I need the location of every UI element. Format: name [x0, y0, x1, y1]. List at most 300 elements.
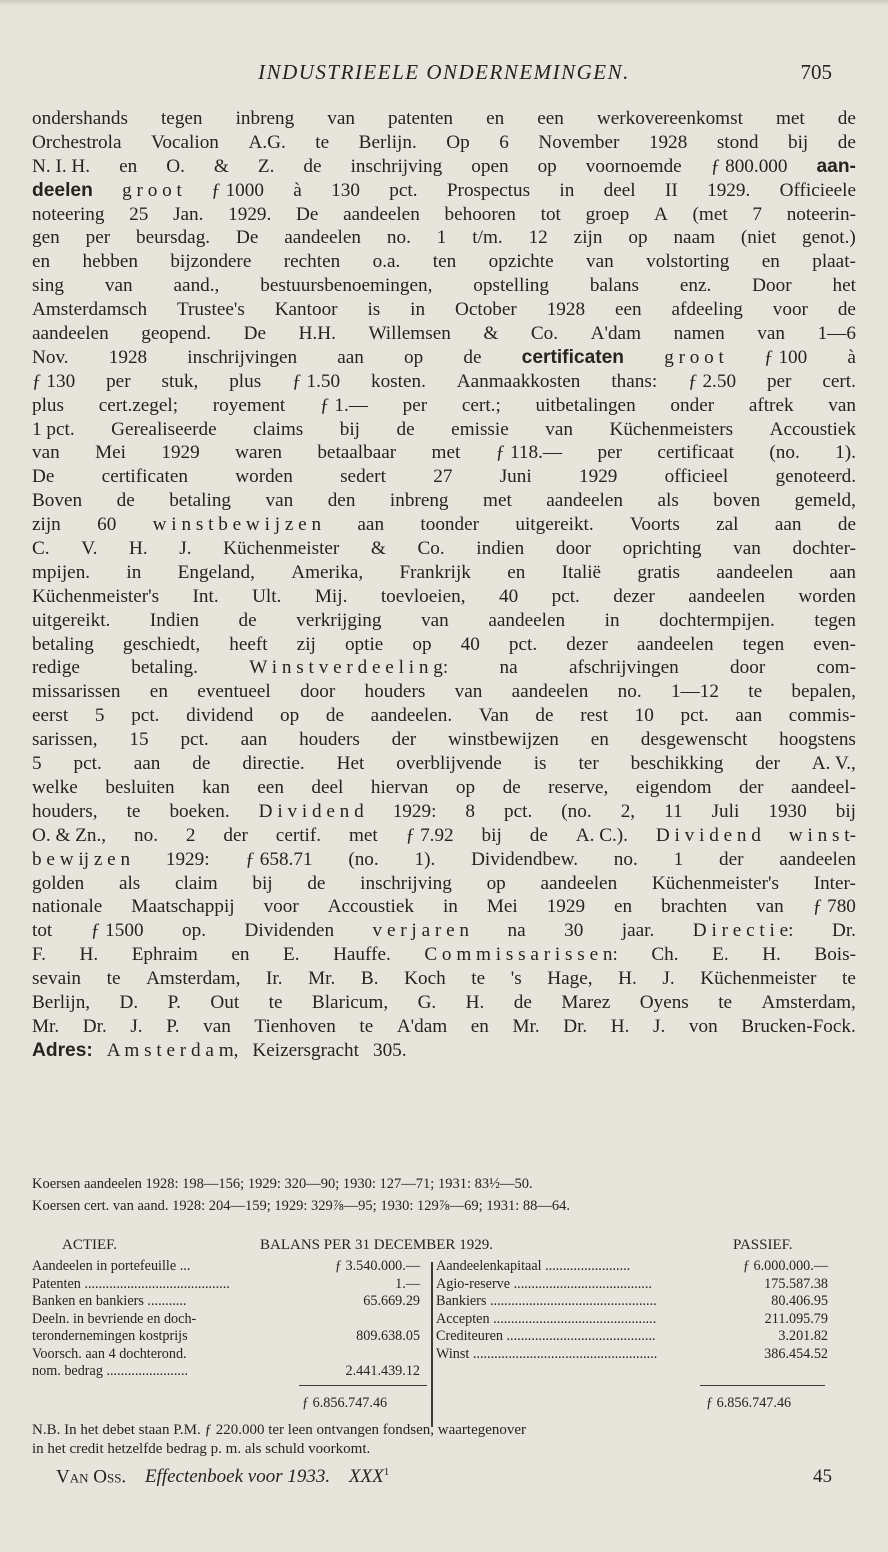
text-word: Accoustiek [769, 418, 856, 440]
text-word: J. [179, 538, 192, 560]
text-word: hiervan [370, 776, 429, 798]
passief-label: PASSIEF. [733, 1237, 793, 1253]
text-word: inbreng [235, 108, 295, 129]
text-word: & [483, 323, 499, 345]
text-word: hebben [82, 251, 138, 273]
text-word: van [545, 418, 573, 440]
text-word: b e w ij z e n [32, 848, 131, 870]
text-word: Adres: [32, 1039, 93, 1061]
actief-item-label: Deeln. in bevriende en doch- [32, 1310, 197, 1327]
text-word: Ch. [651, 944, 679, 966]
text-word: ter [578, 753, 599, 775]
text-line [32, 895, 856, 919]
text-word: Aanmaakkosten [456, 370, 581, 392]
text-word: te [106, 968, 121, 990]
text-word: à [847, 346, 856, 368]
text-word: aand., [173, 275, 220, 297]
text-line [32, 633, 856, 657]
text-word: Mei [95, 442, 126, 464]
text-word: 6 [499, 131, 509, 153]
text-word: ten [432, 251, 457, 273]
text-word: Van [478, 705, 509, 727]
text-word: per [597, 442, 622, 464]
text-word: de [837, 108, 856, 129]
text-line [32, 609, 856, 633]
text-word: Bois- [814, 944, 856, 966]
text-word: ƒ 1.— [319, 394, 368, 416]
text-word: C o m m i s s a r i s s e n: [424, 944, 618, 966]
text-word: N. I. H. [32, 155, 91, 177]
text-word: voor [772, 299, 808, 321]
text-word: beursdag. [136, 227, 211, 249]
text-word: heeft [229, 633, 268, 655]
text-word: van [733, 538, 761, 560]
text-word: 30 [564, 920, 584, 942]
text-word: met [483, 490, 512, 512]
text-word: bijzondere [170, 251, 252, 273]
text-word: een [257, 776, 284, 798]
text-word: ƒ 658.71 [245, 848, 313, 870]
text-word: in [442, 896, 458, 918]
text-word: enz. [679, 275, 712, 297]
text-word: deelen [32, 179, 93, 201]
text-word: pct. [504, 800, 533, 822]
text-word: per [766, 370, 792, 392]
text-word: dezer [566, 633, 608, 655]
text-word: tegen [160, 108, 203, 129]
text-line [32, 203, 856, 227]
text-word: Frankrijk [399, 561, 471, 583]
text-word: aandeelen [716, 561, 794, 583]
text-word: 8 [465, 800, 476, 822]
text-word: 7 [752, 203, 762, 225]
balance-row [32, 1293, 828, 1311]
passief-item-label: Crediteuren .......................................... [436, 1328, 656, 1344]
text-word: P. [166, 1015, 180, 1037]
text-word: pct. [73, 753, 102, 775]
text-word: voor [263, 896, 299, 918]
text-word: desgewenscht [640, 729, 748, 751]
passief-item-value: 80.406.95 [771, 1293, 828, 1309]
text-word: is [533, 753, 547, 775]
text-word: nationale [32, 896, 103, 918]
text-word: kosten. [370, 370, 426, 392]
text-word: dochtermpijen. [659, 609, 775, 631]
text-word: A m s t e r d a m, [106, 1039, 239, 1061]
text-word: 25 [129, 203, 149, 225]
text-word: groep [585, 203, 630, 225]
text-word: eerst [32, 705, 69, 727]
text-word: D i v i d e n d [655, 824, 761, 846]
text-word: overblijvende [396, 753, 502, 775]
text-word: Accoustiek [327, 896, 415, 918]
text-word: reserve, [548, 776, 609, 798]
total-passief: ƒ 6.856.747.46 [706, 1395, 792, 1411]
text-word: no. [617, 681, 642, 703]
text-word: de [396, 418, 415, 440]
text-word: ƒ 118.— [495, 442, 563, 464]
text-word: van [828, 394, 856, 416]
text-word: Küchenmeister's [32, 585, 160, 607]
text-word: Vocalion [151, 131, 219, 153]
text-line [32, 1015, 856, 1039]
text-word: Dr. [82, 1015, 107, 1037]
text-word: als [657, 490, 679, 512]
text-word: ƒ 1.50 [292, 370, 341, 392]
text-word: kan [202, 776, 230, 798]
text-word: 11 [664, 800, 683, 822]
text-word: genot.) [802, 227, 856, 249]
text-word: & [370, 538, 386, 560]
text-word: en [486, 108, 505, 129]
text-word: Juni [499, 466, 532, 488]
text-word: Het [336, 753, 365, 775]
text-word: ƒ 1000 [211, 179, 264, 201]
text-word: Blaricum, [311, 991, 389, 1013]
text-word: Tienhoven [254, 1015, 336, 1037]
text-word: Keizersgracht [252, 1039, 359, 1061]
text-word: Hauffe. [333, 944, 391, 966]
koersen-certificaten: Koersen cert. van aand. 1928: 204—159; 1929: 329⅞—95; 1930: 129⅞—69; 1931: 88—64. [32, 1198, 571, 1214]
text-word: bestuursbenoemingen, [260, 275, 433, 297]
text-word: der [739, 776, 764, 798]
text-word: geopend. [141, 323, 212, 345]
text-word: naam [673, 227, 716, 249]
text-word: Int. [192, 585, 219, 607]
text-word: uitgereikt. [32, 609, 111, 631]
text-word: Berlijn, [32, 991, 91, 1013]
text-word: indien [476, 538, 525, 560]
text-word: cert. [822, 370, 856, 392]
text-word: betaling. [131, 657, 198, 679]
text-word: en [614, 896, 633, 918]
text-line [32, 1039, 856, 1063]
footer-author: Van Oss. [56, 1466, 127, 1488]
text-word: H. [618, 968, 637, 990]
text-line [32, 967, 856, 991]
text-word: per [85, 227, 111, 249]
text-word: tegen [814, 609, 856, 631]
text-word: en [231, 944, 250, 966]
text-word: Küchenmeisters [609, 418, 734, 440]
passief-item-value: ƒ 6.000.000.— [742, 1258, 828, 1274]
text-word: sarissen, [32, 729, 98, 751]
text-word: zijn [32, 514, 61, 536]
text-word: plus [32, 394, 64, 416]
text-word: Out [210, 991, 240, 1013]
text-word: 1929: [392, 800, 437, 822]
text-word: afschrijvingen [568, 657, 679, 679]
text-word: van [756, 896, 784, 918]
text-word: Juli [711, 800, 740, 822]
balance-divider [431, 1262, 433, 1427]
text-word: deel [603, 179, 636, 201]
text-line [32, 872, 856, 896]
text-word: ondershands [32, 108, 128, 129]
text-word: betaling [32, 633, 94, 655]
text-word: Hage, [547, 968, 593, 990]
text-word: van [203, 1015, 231, 1037]
text-word: aandeelen [284, 227, 361, 249]
text-word: een [614, 299, 642, 321]
text-word: Küchenmeister [700, 968, 817, 990]
text-word: Koch [404, 968, 446, 990]
text-word: Dividenden [244, 920, 335, 942]
passief-item-label: Agio-reserve ....................................... [436, 1275, 652, 1292]
text-word: toonder [420, 514, 480, 536]
text-word: de [463, 346, 482, 368]
text-word: 15 [129, 729, 149, 751]
text-word: te [842, 968, 856, 990]
text-word: Amerika, [291, 561, 364, 583]
text-word: G. [417, 991, 437, 1013]
text-line [32, 537, 856, 561]
text-word: w i n s t- [788, 824, 856, 846]
actief-total-rule [299, 1385, 427, 1386]
text-word: van [104, 275, 133, 297]
text-line [32, 250, 856, 274]
footer-sup: 1 [383, 1466, 390, 1478]
text-word: de [303, 155, 322, 177]
text-line [32, 919, 856, 943]
text-word: H.H. [298, 323, 336, 345]
text-word: beschikking [630, 753, 724, 775]
text-word: 1929 [546, 896, 586, 918]
text-word: no. [613, 848, 638, 870]
text-word: rest [580, 705, 608, 727]
text-word: bij [252, 872, 273, 894]
text-word: open [471, 155, 509, 177]
balance-table [32, 1258, 828, 1381]
text-line [32, 704, 856, 728]
text-word: C. [32, 538, 50, 560]
text-word: aan- [816, 155, 856, 177]
text-word: de [837, 131, 856, 153]
text-word: claims [253, 418, 304, 440]
text-line [32, 226, 856, 250]
text-word: dividend [186, 705, 254, 727]
text-line [32, 131, 856, 155]
text-word: plaat- [812, 251, 856, 273]
text-line [32, 680, 856, 704]
text-word: royement [212, 394, 286, 416]
text-line [32, 179, 856, 203]
text-word: F. [32, 944, 46, 966]
text-word: aandeelen. [370, 705, 453, 727]
text-line [32, 465, 856, 489]
text-word: 1—6 [817, 323, 856, 345]
text-word: balans [589, 275, 639, 297]
text-word: van [32, 442, 60, 464]
text-word: Berlijn. [358, 131, 417, 153]
text-word: 1928 [546, 299, 586, 321]
text-word: 130 [331, 179, 360, 201]
text-word: als [118, 872, 141, 894]
text-word: pct. [389, 179, 418, 201]
text-word: bij [481, 824, 502, 846]
text-word: Dr. [832, 920, 856, 942]
text-word: o.a. [372, 251, 401, 273]
text-word: Nov. [32, 346, 69, 368]
text-word: 1). [414, 848, 436, 870]
text-word: aandeelen [779, 848, 856, 870]
text-word: na [499, 657, 518, 679]
text-word: Co. [530, 323, 559, 345]
text-word: genoteerd. [775, 466, 856, 488]
text-word: namen [673, 323, 725, 345]
text-word: directie. [242, 753, 305, 775]
text-word: missarissen [32, 681, 121, 703]
text-line [32, 155, 856, 179]
actief-item-label: nom. bedrag ....................... [32, 1363, 189, 1379]
text-line [32, 991, 856, 1015]
text-line [32, 752, 856, 776]
text-word: op [537, 155, 557, 177]
text-word: der [391, 729, 417, 751]
actief-label: ACTIEF. [62, 1237, 118, 1253]
text-word: H. [762, 944, 781, 966]
passief-item-label: Bankiers ............................................... [436, 1293, 657, 1309]
text-line [32, 776, 856, 800]
actief-item-label: terondernemingen kostprijs [32, 1328, 188, 1344]
passief-item-value: 386.454.52 [764, 1345, 828, 1362]
passief-item-label: Aandeelenkapitaal ........................ [436, 1258, 631, 1274]
text-line [32, 441, 856, 465]
text-word: en [470, 1015, 489, 1037]
text-word: g r o o t [664, 346, 724, 368]
footer-source [56, 1466, 389, 1488]
text-line [32, 298, 856, 322]
text-word: mpijen. [32, 561, 91, 583]
text-word: ƒ 2.50 [688, 370, 737, 392]
text-word: der [755, 753, 780, 775]
text-word: H. [79, 944, 99, 966]
text-word: t/m. [472, 227, 503, 249]
actief-item-label: Aandeelen in portefeuille ... [32, 1258, 191, 1274]
total-actief: ƒ 6.856.747.46 [302, 1395, 388, 1411]
text-word: 1929. [228, 203, 272, 225]
text-word: jaar. [621, 920, 655, 942]
text-word: redige [32, 657, 80, 679]
text-word: Boven [32, 490, 83, 512]
text-word: Mr. [512, 1015, 540, 1037]
text-word: zal [716, 514, 739, 536]
text-word: de [529, 824, 548, 846]
text-word: te [748, 681, 763, 703]
text-word: Jan. [173, 203, 204, 225]
text-word: van [586, 251, 614, 273]
balance-row [32, 1311, 828, 1329]
text-word: ƒ 800.000 [710, 155, 788, 177]
text-word: stond [716, 131, 759, 153]
text-word: Brucken-Fock. [741, 1015, 856, 1037]
actief-item-label: Patenten ......................................... [32, 1275, 230, 1292]
text-word: commis- [788, 705, 856, 727]
text-word: op [279, 705, 300, 727]
text-word: V. [81, 538, 98, 560]
text-word: E. [282, 944, 300, 966]
text-word: (no. [348, 848, 379, 870]
text-word: verkrijging [296, 609, 382, 631]
text-word: cert.zegel; [98, 394, 179, 416]
text-word: A [653, 203, 668, 225]
text-word: aan [774, 514, 802, 536]
text-word: in [126, 561, 142, 583]
passief-item-label: Accepten .............................................. [436, 1310, 657, 1327]
text-word: sedert [340, 466, 386, 488]
footer-roman: XXX [348, 1466, 384, 1488]
text-word: afdeeling [671, 299, 743, 321]
text-word: Dividendbew. [471, 848, 578, 870]
text-word: te [315, 131, 330, 153]
text-word: 1928 [648, 131, 688, 153]
text-word: Gerealiseerde [111, 418, 217, 440]
text-line [32, 848, 856, 872]
actief-item-value: 809.638.05 [356, 1328, 420, 1344]
text-word: brachten [661, 896, 728, 918]
text-word: Prospectus [446, 179, 531, 201]
actief-item-value: ƒ 3.540.000.— [334, 1258, 420, 1274]
text-word: (met [692, 203, 728, 225]
text-word: te [471, 968, 486, 990]
text-word: Inter- [813, 872, 856, 894]
text-word: Willemsen [368, 323, 451, 345]
text-word: 1930 [768, 800, 807, 822]
text-word: na [507, 920, 526, 942]
text-word: te [359, 1015, 374, 1037]
text-word: op [455, 776, 476, 798]
text-word: golden [32, 872, 85, 894]
text-word: 1929: [165, 848, 210, 870]
text-word: stuk, [161, 370, 199, 392]
text-word: de [837, 514, 856, 536]
running-header [0, 58, 888, 88]
text-word: door [555, 538, 592, 560]
text-word: en [32, 251, 51, 273]
text-word: J. [653, 1015, 666, 1037]
text-word: op [412, 633, 432, 655]
text-word: Ephraim [131, 944, 198, 966]
passief-item-value: 211.095.79 [764, 1310, 828, 1327]
text-word: is [367, 299, 381, 321]
text-line [32, 394, 856, 418]
text-word: aandeelen [32, 323, 109, 345]
passief-item-value: 3.201.82 [778, 1328, 828, 1344]
text-word: in [559, 179, 575, 201]
text-word: zij [296, 633, 316, 655]
text-word: toevloeien, [380, 585, 466, 607]
text-word: H. [465, 991, 485, 1013]
text-word: B. [360, 968, 379, 990]
passief-item-label: Winst .................................................... [436, 1345, 658, 1362]
text-word: J. [662, 968, 675, 990]
text-word: onder [670, 394, 715, 416]
text-word: de [325, 705, 344, 727]
text-word: D i r e c t i e: [692, 920, 794, 942]
text-word: Mr. [308, 968, 336, 990]
text-word: aan [735, 705, 763, 727]
text-word: II [664, 179, 678, 201]
page-number: 705 [800, 60, 832, 84]
text-word: met [431, 442, 461, 464]
text-word: aan [829, 561, 856, 583]
text-word: boeken. [169, 800, 230, 822]
actief-item-label: Banken en bankiers ........... [32, 1293, 187, 1309]
text-word: 5 [94, 705, 105, 727]
text-word: noteerin- [786, 203, 856, 225]
text-line [32, 656, 856, 680]
text-word: 2 [185, 824, 196, 846]
